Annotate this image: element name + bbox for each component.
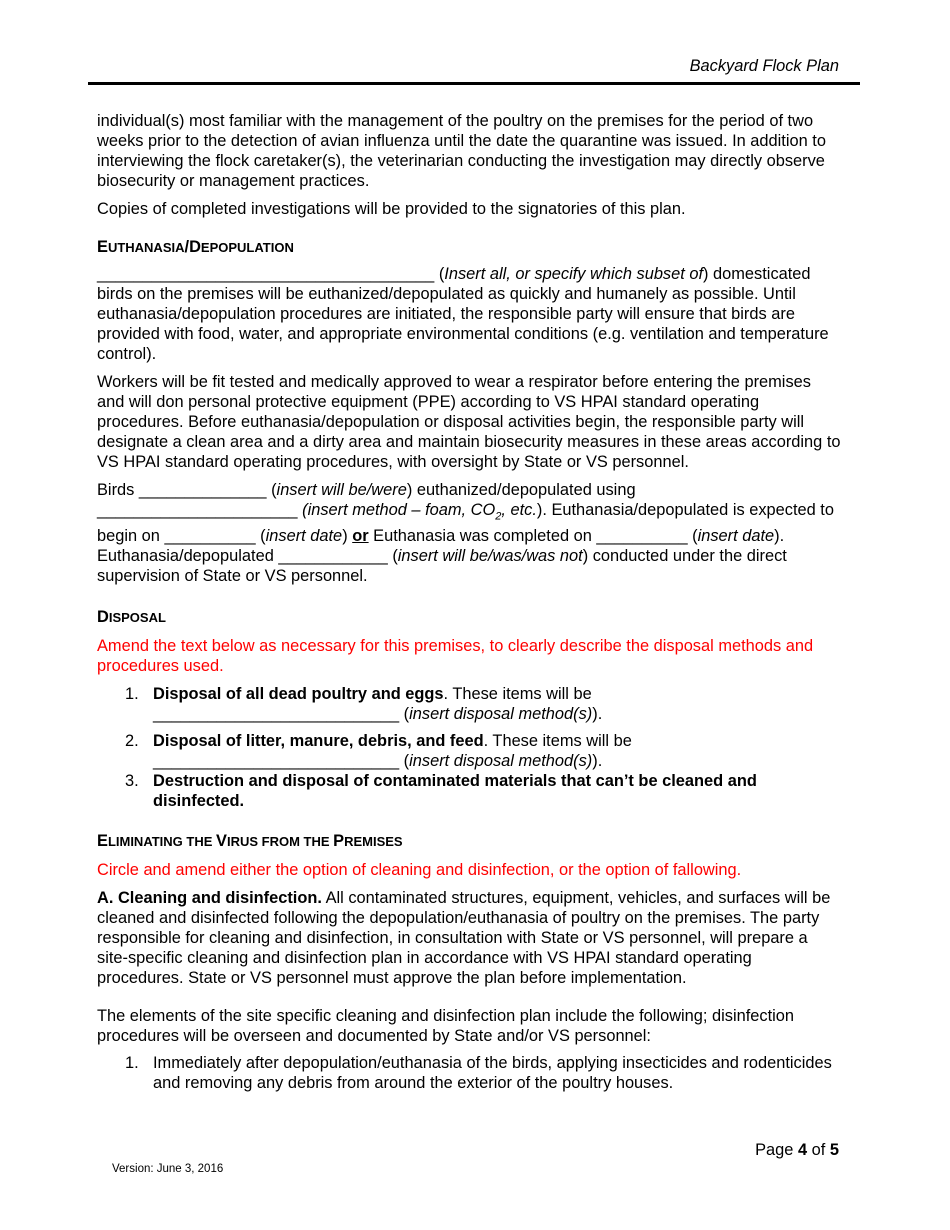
euthanasia-paragraph-1: _____________________________________ (Insert all, or specify which subset of) domesticated birds on the premises will be euthanized/depopulated as quickly and humanely as possible. Until euthanasia/depopulation procedures are initiated, the responsible party will ensure that birds are provided with food, water, and appropriate environmental conditions (e.g. ventilation and temperature control). [97, 265, 829, 363]
disposal-list [97, 684, 842, 811]
euthanasia-heading: EUTHANASIA/DEPOPULATION [97, 238, 294, 256]
blank-line[interactable]: ______________ [138, 481, 267, 499]
list-item: 1. Disposal of all dead poultry and eggs. These items will be ___________________________ (insert disposal method(s)). [125, 685, 603, 724]
header-title: Backyard Flock Plan [689, 57, 839, 75]
blank-line[interactable]: ___________________________ [153, 705, 400, 724]
virus-instruction: Circle and amend either the option of cleaning and disinfection, or the option of fallowing. [97, 861, 742, 880]
list-item: 1. Immediately after depopulation/euthanasia of the birds, applying insecticides and rodenticides and removing any debris from around the exterior of the poultry houses. [125, 1054, 832, 1093]
disposal-instruction: Amend the text below as necessary for this premises, to clearly describe the disposal methods and procedures used. [97, 637, 814, 676]
list-item: 2. Disposal of litter, manure, debris, and feed. These items will be ___________________________ (insert disposal method(s)). [125, 732, 632, 771]
blank-line[interactable]: ______________________ [97, 501, 298, 519]
blank-line[interactable]: ___________________________ [153, 752, 400, 771]
cleaning-paragraph: A. Cleaning and disinfection. All contaminated structures, equipment, vehicles, and surfaces will be cleaned and disinfected following the depopulation/euthanasia of poultry on the premises. The party responsible for cleaning and disinfection, in consultation with State or VS personnel, will prepare a site-specific cleaning and disinfection plan in accordance with VS HPAI standard operating procedures. State or VS personnel must approve the plan before implementation. [97, 889, 831, 988]
header-rule [88, 82, 860, 85]
euthanasia-paragraph-2: Workers will be fit tested and medically approved to wear a respirator before entering the premises and will don personal protective equipment (PPE) according to VS HPAI standard operating procedures. Before euthanasia/depopulation or disposal activities begin, the responsible party will designate a clean area and a dirty area and maintain biosecurity measures in these areas according to VS HPAI standard operating procedures, with oversight by State or VS personnel. [97, 373, 841, 471]
intro-paragraph-1: individual(s) most familiar with the management of the poultry on the premises for the period of two weeks prior to the detection of avian influenza until the date the quarantine was issued. In addition to interviewing the flock caretaker(s), the veterinarian conducting the investigation may directly observe biosecurity or management practices. [97, 112, 826, 190]
virus-heading: ELIMINATING THE VIRUS FROM THE PREMISES [97, 832, 403, 851]
disposal-heading: DISPOSAL [97, 608, 166, 627]
blank-line[interactable]: ____________ [278, 547, 388, 566]
version-label: Version: June 3, 2016 [112, 1163, 224, 1175]
page-content [97, 111, 842, 1093]
elements-paragraph: The elements of the site specific cleaning and disinfection plan include the following; disinfection procedures will be overseen and documented by State and/or VS personnel: [97, 1007, 795, 1046]
blank-line[interactable]: __________ [596, 527, 688, 546]
virus-list [97, 1053, 842, 1093]
blank-line[interactable]: _____________________________________ [97, 265, 435, 283]
intro-paragraph-2: Copies of completed investigations will be provided to the signatories of this plan. [97, 200, 686, 218]
blank-line[interactable]: __________ [164, 527, 256, 546]
list-item: 3. Destruction and disposal of contaminated materials that can’t be cleaned and disinfected. [125, 772, 757, 811]
euthanasia-paragraph-3: Birds ______________ (insert will be/were) euthanized/depopulated using ______________________ (insert method – foam, $CO_2$, etc.). Euthanasia/depopulated is expected to begin on __________ (insert date) or Euthanasia was completed on __________ (insert date). Euthanasia/depopulated ____________ (insert will be/was/was not) conducted under the direct supervision of State or VS personnel. [97, 481, 834, 586]
page-number: Page 4 of 5 [755, 1141, 839, 1159]
